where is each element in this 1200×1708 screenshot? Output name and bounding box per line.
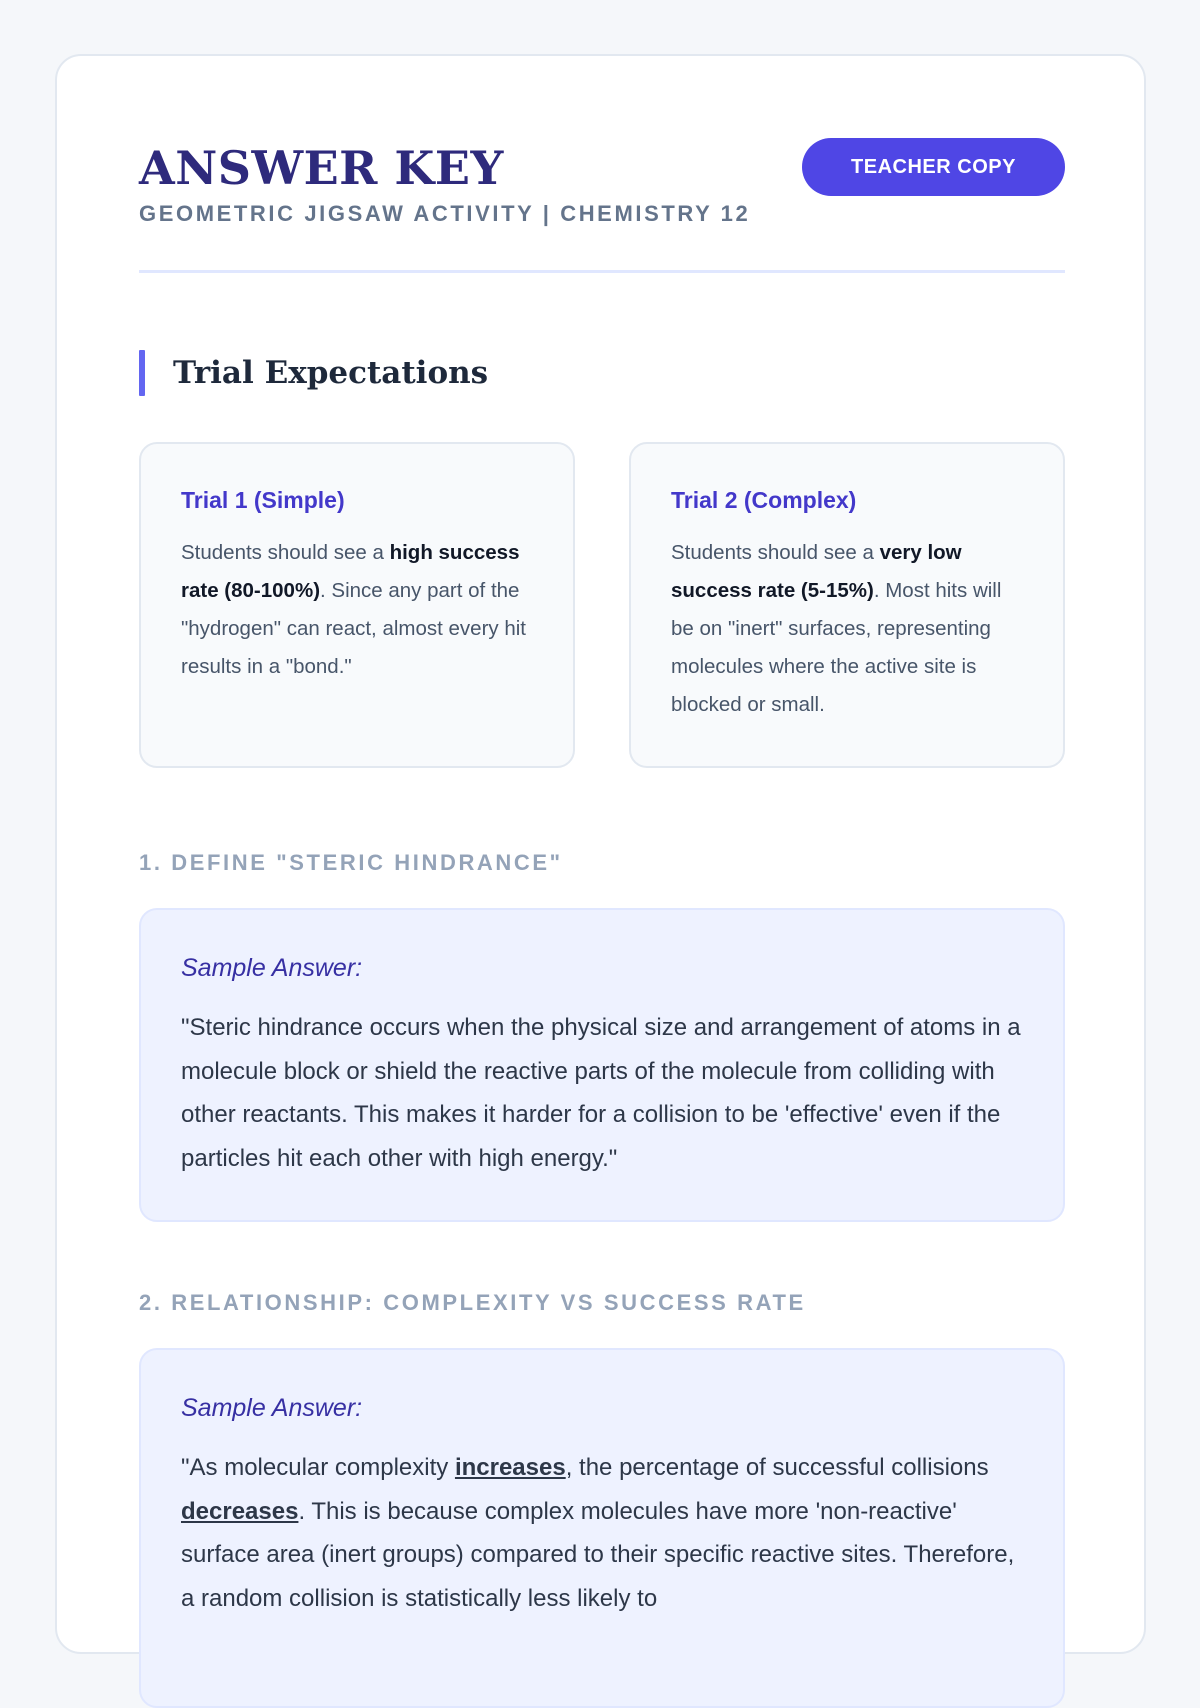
trial-title: Trial 2 (Complex) <box>671 487 857 513</box>
page-subtitle: GEOMETRIC JIGSAW ACTIVITY | CHEMISTRY 12 <box>139 201 751 226</box>
trial-text-post: . Since any part of the "hydrogen" can react, almost every hit results in a "bond." <box>181 579 526 678</box>
teacher-copy-badge: TEACHER COPY <box>802 138 1065 196</box>
answer-part: "As molecular complexity <box>181 1454 455 1481</box>
sample-answer-label: Sample Answer: <box>181 1394 363 1422</box>
question-heading-2: 2. RELATIONSHIP: COMPLEXITY VS SUCCESS RATE <box>139 1290 806 1315</box>
question-heading-1: 1. DEFINE "STERIC HINDRANCE" <box>139 850 563 875</box>
trial-text-pre: Students should see a <box>181 541 390 564</box>
sample-answer-box-2 <box>139 1348 1065 1708</box>
section-title: Trial Expectations <box>173 355 489 391</box>
trial-card-2 <box>629 442 1065 768</box>
sample-answer-box-1 <box>139 908 1065 1222</box>
trial-title: Trial 1 (Simple) <box>181 487 345 513</box>
trial-card-1 <box>139 442 575 768</box>
trial-success-rate: very low success rate (5-15%) <box>671 541 962 602</box>
trial-text-pre: Students should see a <box>671 541 880 564</box>
sample-answer-text: "Steric hindrance occurs when the physical size and arrangement of atoms in a molecule block or shield the reactive parts of the molecule from colliding with other reactants. This makes it harder for a collision to be 'effective' even if the particles hit each other with high energy." <box>181 1014 1021 1172</box>
header-divider <box>139 270 1065 273</box>
trial-description <box>671 534 1025 724</box>
emphasis-decreases: decreases <box>181 1497 299 1525</box>
section-accent-bar <box>139 350 145 396</box>
trial-success-rate: high success rate (80-100%) <box>181 541 520 602</box>
sample-answer-label: Sample Answer: <box>181 954 363 982</box>
trial-description <box>181 534 535 686</box>
page-title: ANSWER KEY <box>139 141 504 195</box>
section-heading <box>139 350 488 396</box>
answer-part: , the percentage of successful collisions <box>565 1454 989 1481</box>
emphasis-increases: increases <box>454 1454 566 1481</box>
answer-part: . This is because complex molecules have more 'non-reactive' surface area (inert groups) compared to their specific reactive sites. Therefore, a random collision is statistically less likely to <box>181 1497 1015 1612</box>
trial-text-post: . Most hits will be on "inert" surfaces, representing molecules where the active site is blocked or small. <box>671 579 1002 716</box>
sample-answer-text <box>181 1446 1023 1620</box>
answer-key-card <box>55 54 1146 1654</box>
